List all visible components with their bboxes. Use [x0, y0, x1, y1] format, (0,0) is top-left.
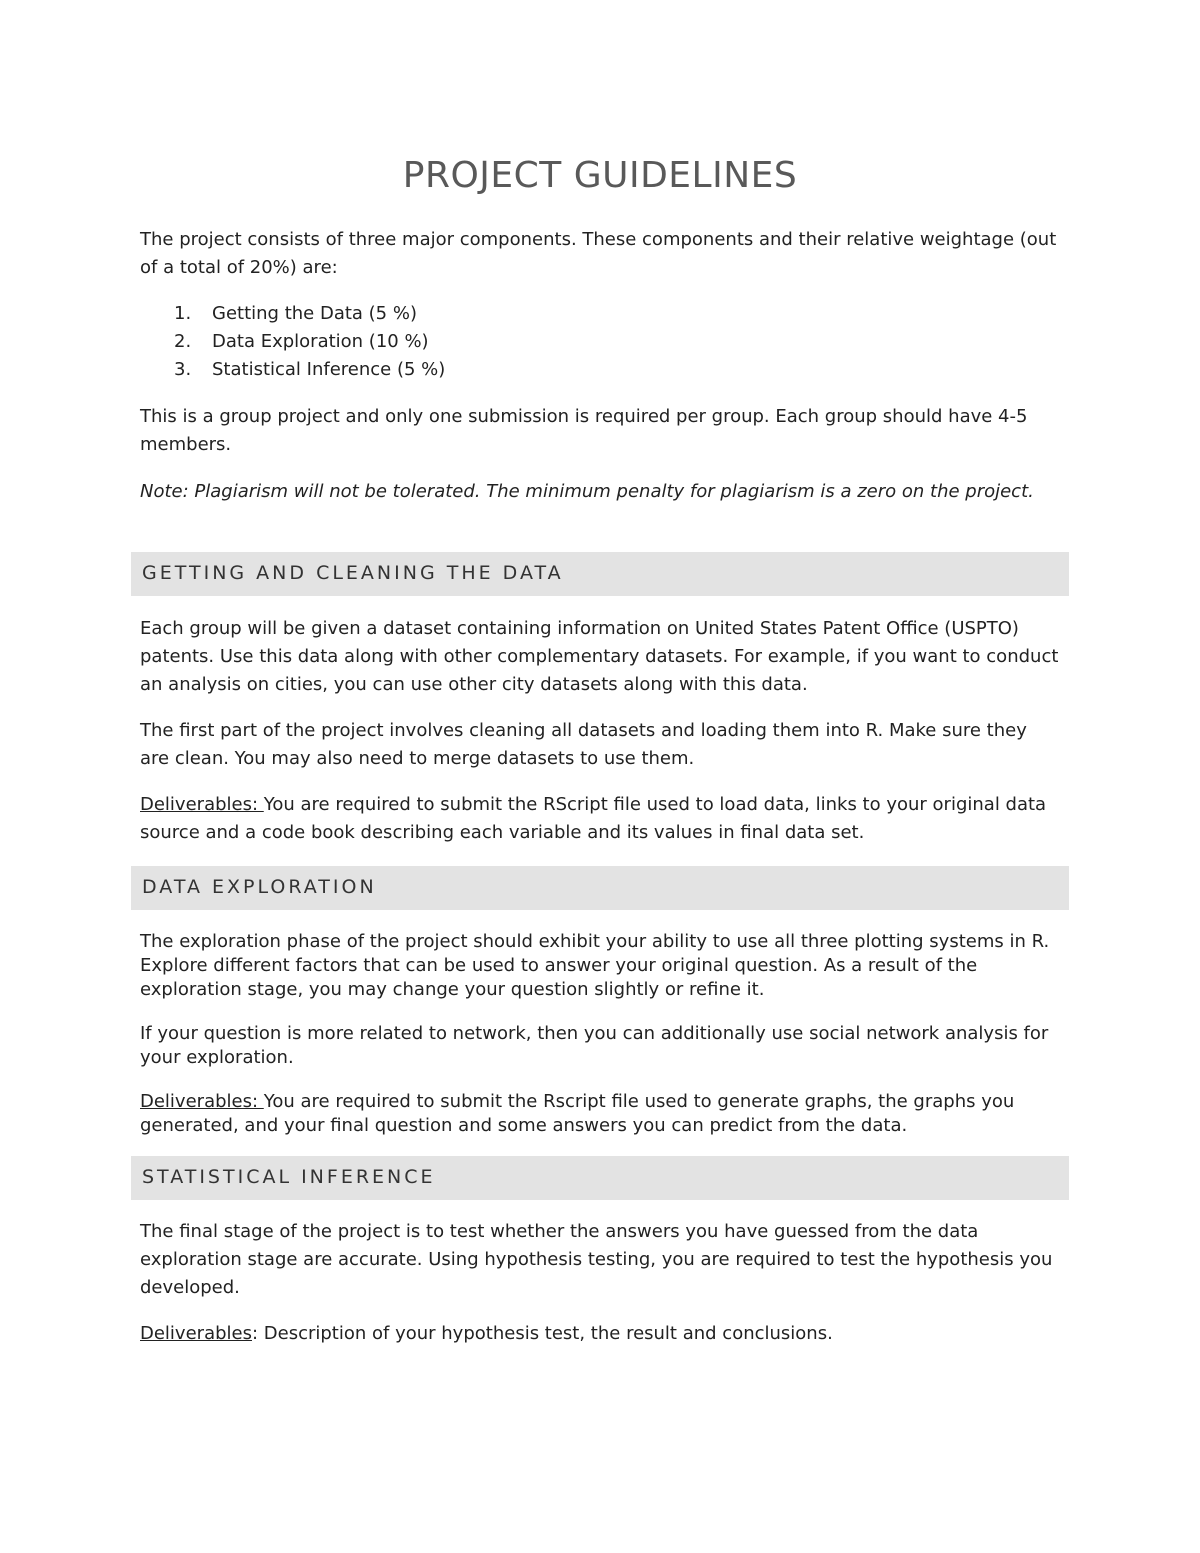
section-heading: STATISTICAL INFERENCE — [142, 1166, 436, 1188]
deliverables-text: You are required to submit the RScript file used to load data, links to your original data source and a code book describing each variable and its values in final data set. — [140, 794, 1047, 843]
list-item-label: Data Exploration (10 %) — [212, 331, 429, 352]
list-item — [140, 300, 740, 328]
section-heading-bar — [131, 866, 1069, 910]
section-paragraph: The first part of the project involves cleaning all datasets and loading them into R. Make sure they are clean. You may also need to merge datasets to use them. — [140, 720, 1027, 769]
section-paragraph: The exploration phase of the project should exhibit your ability to use all three plotting systems in R. Explore different factors that can be used to answer your original question. As a result of the exploration stage, you may change your question slightly or refine it. — [140, 931, 1050, 1000]
page-title: PROJECT GUIDELINES — [402, 155, 798, 196]
section-paragraph: If your question is more related to network, then you can additionally use social network analysis for your exploration. — [140, 1023, 1049, 1068]
list-number: 1. — [174, 303, 192, 324]
deliverables-text: You are required to submit the Rscript file used to generate graphs, the graphs you generated, and your final question and some answers you can predict from the data. — [140, 1091, 1015, 1136]
section-heading-bar — [131, 552, 1069, 596]
deliverables-label: Deliverables — [140, 1323, 252, 1344]
components-list — [140, 300, 740, 384]
plagiarism-note: Note: Plagiarism will not be tolerated. The minimum penalty for plagiarism is a zero on the project. — [140, 481, 1034, 502]
list-item-label: Getting the Data (5 %) — [212, 303, 417, 324]
section-paragraph: Each group will be given a dataset containing information on United States Patent Office (USPTO) patents. Use this data along with other complementary datasets. For example, if you want to conduct an analysis on cities, you can use other city datasets along with this data. — [140, 618, 1059, 695]
section-paragraph: The final stage of the project is to test whether the answers you have guessed from the data exploration stage are accurate. Using hypothesis testing, you are required to test the hypothesis you developed. — [140, 1221, 1053, 1298]
section-heading: GETTING AND CLEANING THE DATA — [142, 562, 564, 584]
group-note: This is a group project and only one submission is required per group. Each group should have 4-5 members. — [140, 406, 1028, 455]
list-number: 3. — [174, 359, 192, 380]
section-heading: DATA EXPLORATION — [142, 876, 377, 898]
list-item-label: Statistical Inference (5 %) — [212, 359, 446, 380]
deliverables-paragraph — [140, 1090, 1060, 1138]
deliverables-paragraph — [140, 791, 1060, 847]
section-heading-bar — [131, 1156, 1069, 1200]
list-item — [140, 356, 740, 384]
intro-paragraph: The project consists of three major components. These components and their relative weightage (out of a total of 20%) are: — [140, 229, 1057, 278]
list-number: 2. — [174, 331, 192, 352]
deliverables-label: Deliverables: — [140, 794, 264, 815]
deliverables-label: Deliverables: — [140, 1091, 264, 1112]
list-item — [140, 328, 740, 356]
deliverables-paragraph — [140, 1320, 1060, 1348]
deliverables-text: : Description of your hypothesis test, the result and conclusions. — [251, 1323, 833, 1344]
